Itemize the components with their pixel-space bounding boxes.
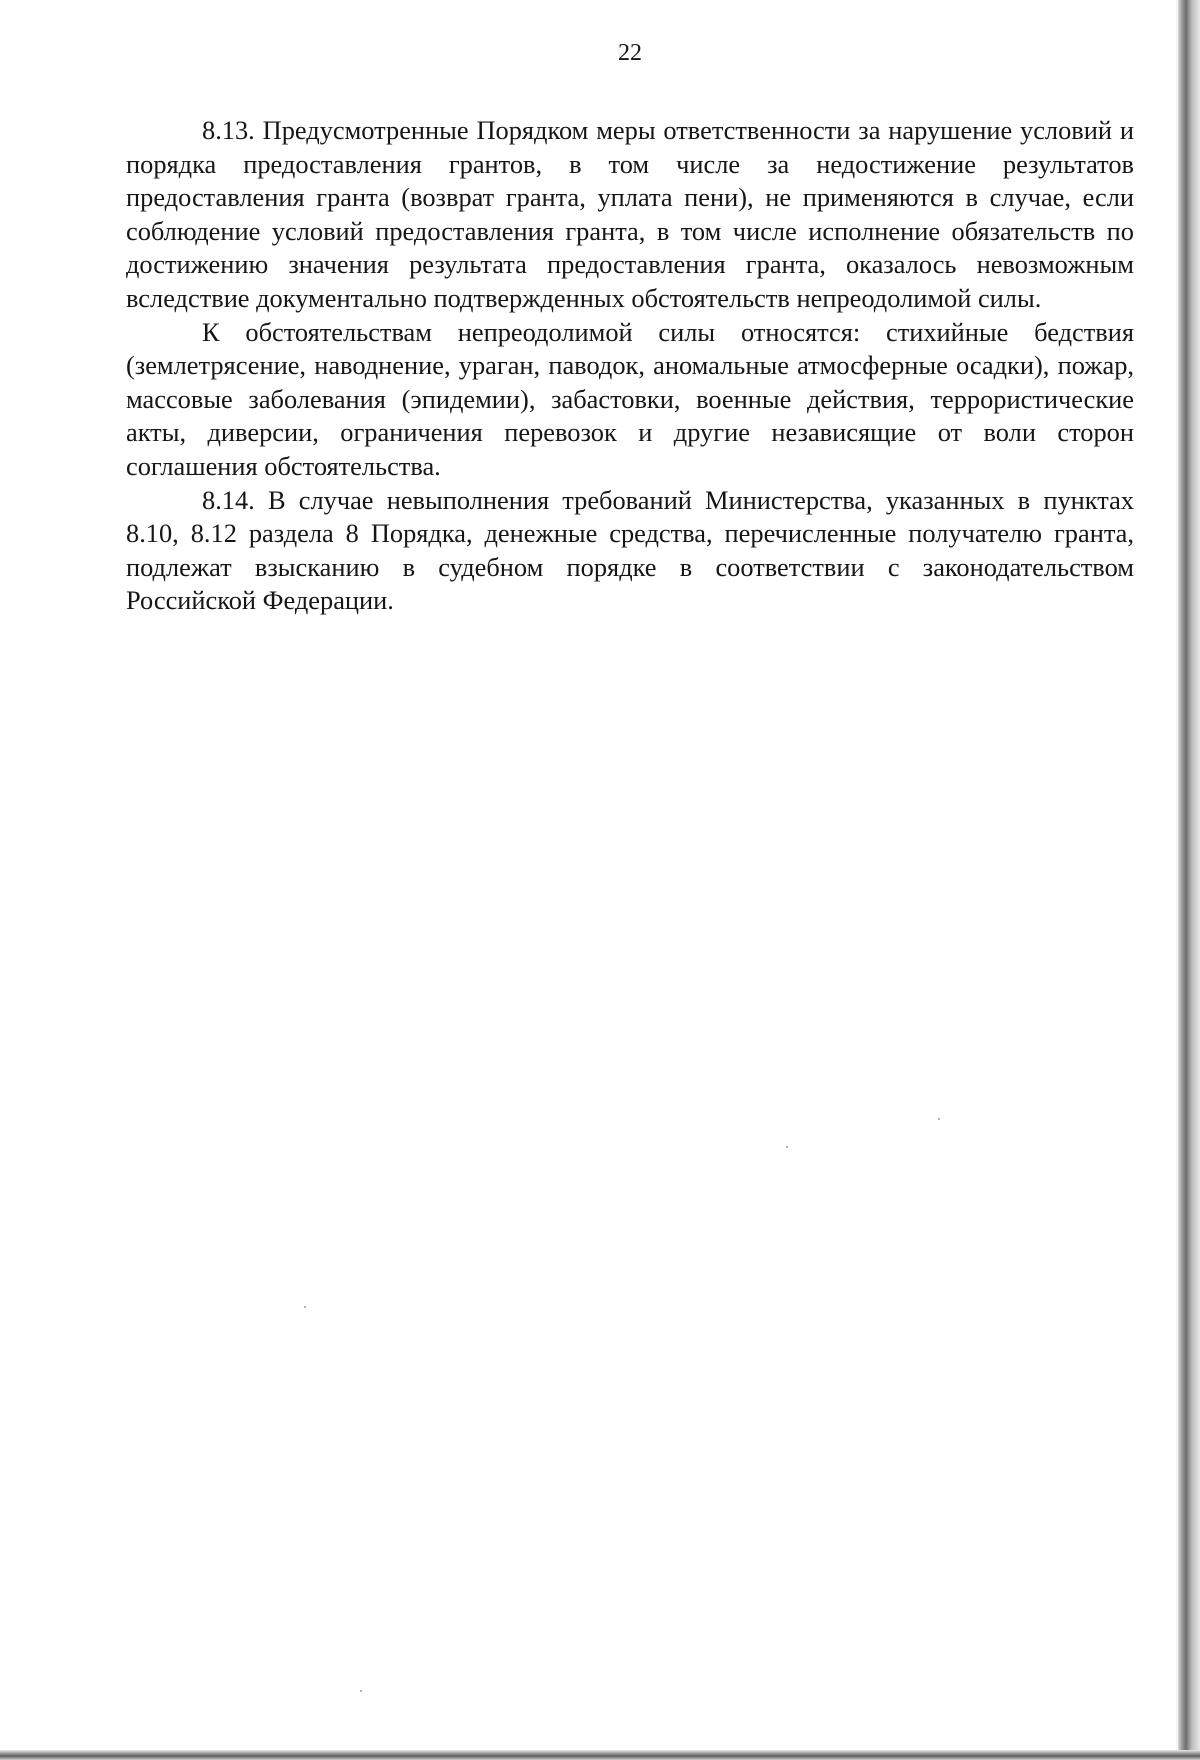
paragraph-8-13: 8.13. Предусмотренные Порядком меры ответственности за нарушение условий и порядка предоставления грантов, в том числе за недостижение результатов предоставления гранта (возврат гранта, уплата пени), не применяются в случае, если соблюдение условий предоставления гранта, в том числе исполнение обязательств по достижению значения результата предоставления гранта, оказалось невозможным вследствие документально подтвержденных обстоятельств непреодолимой силы.	[126, 115, 1134, 313]
scan-edge-bottom	[0, 1750, 1200, 1760]
scan-speck	[304, 1306, 306, 1308]
paragraph-force-majeure: К обстоятельствам непреодолимой силы относятся: стихийные бедствия (землетрясение, наводнение, ураган, паводок, аномальные атмосферные осадки), пожар, массовые заболевания (эпидемии), забастовки, военные действия, террористические акты, диверсии, ограничения перевозок и другие независящие от воли сторон соглашения обстоятельства.	[126, 316, 1134, 481]
paragraph-8-14: 8.14. В случае невыполнения требований Министерства, указанных в пунктах 8.10, 8.12 раздела 8 Порядка, денежные средства, перечисленные получателю гранта, подлежат взысканию в судебном порядке в соответствии с законодательством Российской Федерации.	[126, 484, 1134, 616]
scan-edge-right	[1178, 0, 1200, 1760]
scan-speck	[938, 1118, 940, 1120]
page-number: 22	[618, 40, 642, 66]
scan-speck	[786, 1146, 788, 1148]
document-body	[126, 114, 1134, 618]
scan-speck	[360, 1690, 362, 1692]
